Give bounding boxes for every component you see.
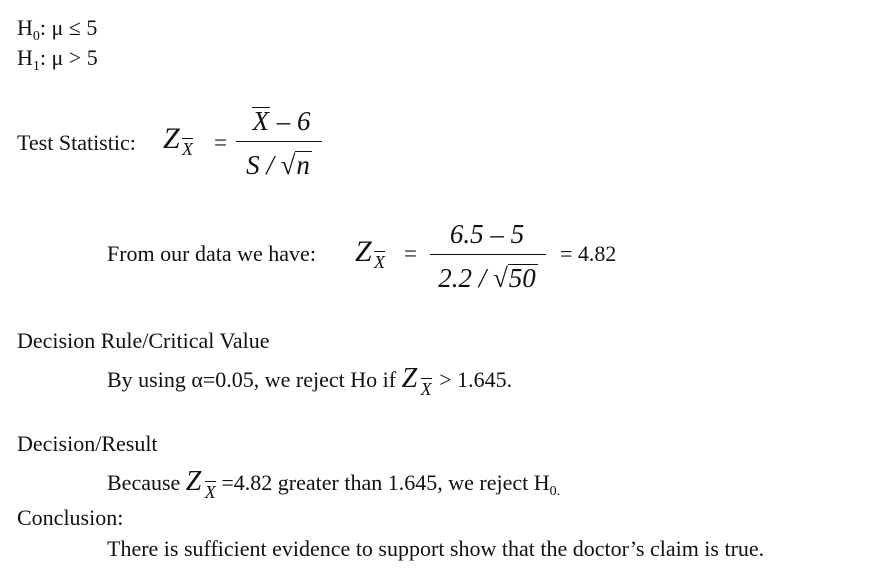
decision-rule-text — [107, 363, 513, 399]
h1-letter: H — [17, 45, 33, 70]
z-letter: Z — [355, 235, 372, 268]
radicand-n: n — [296, 150, 310, 180]
xbar-variable: X — [252, 106, 269, 136]
h0-statement: : μ ≤ 5 — [39, 15, 98, 40]
conclusion-heading: Conclusion: — [17, 505, 124, 530]
decision-result-heading: Decision/Result — [17, 431, 158, 456]
z-subscript-xbar: X — [204, 482, 216, 502]
data-calculation-numerator: 6.5 – 5 — [449, 219, 525, 249]
radical-sign-icon: √ — [280, 150, 296, 180]
decision-result-lead: Because — [107, 470, 186, 495]
test-statistic-z-symbol — [163, 122, 193, 159]
sqrt-fifty — [493, 263, 538, 293]
data-calculation-fraction-bar — [430, 254, 546, 255]
z-subscript-xbar: X — [182, 139, 193, 159]
decision-rule-critical-value: > 1.645. — [439, 367, 513, 392]
z-subscript-xbar: X — [420, 379, 432, 399]
data-calculation-equals: = — [404, 241, 417, 266]
z-letter: Z — [163, 122, 180, 155]
denominator-sd-over: 2.2 / — [438, 263, 493, 293]
numerator-minus-six: – 6 — [270, 106, 311, 136]
test-statistic-label: Test Statistic: — [17, 130, 136, 155]
data-calculation-denominator — [430, 263, 546, 293]
denominator-s-over: S / — [246, 150, 281, 180]
test-statistic-numerator — [236, 106, 326, 136]
radical-sign-icon: √ — [492, 263, 508, 293]
data-calculation-label: From our data we have: — [107, 241, 316, 266]
h0-subscript: 0 — [32, 29, 40, 44]
sqrt-n — [281, 150, 312, 180]
test-statistic-equals: = — [214, 130, 227, 155]
decision-rule-heading: Decision Rule/Critical Value — [17, 328, 270, 353]
z-subscript-xbar: X — [374, 252, 385, 272]
alternative-hypothesis — [17, 45, 98, 80]
test-statistic-denominator — [236, 150, 322, 180]
decision-result-text — [107, 467, 560, 505]
data-calculation-z-symbol — [355, 235, 385, 272]
radicand-fifty: 50 — [508, 263, 536, 293]
data-calculation-result: = 4.82 — [560, 241, 617, 266]
decision-rule-lead: By using α=0.05, we reject Ho if — [107, 367, 402, 392]
z-letter: Z — [185, 466, 202, 497]
conclusion-text: There is sufficient evidence to support show that the doctor’s claim is true. — [107, 536, 765, 561]
test-statistic-fraction-bar — [236, 141, 322, 142]
h1-subscript: 1 — [32, 59, 40, 74]
decision-result-h-subscript: 0. — [549, 484, 561, 499]
h1-statement: : μ > 5 — [39, 45, 98, 70]
decision-result-statement: =4.82 greater than 1.645, we reject H — [221, 470, 550, 495]
z-letter: Z — [401, 363, 418, 394]
h0-letter: H — [17, 15, 33, 40]
